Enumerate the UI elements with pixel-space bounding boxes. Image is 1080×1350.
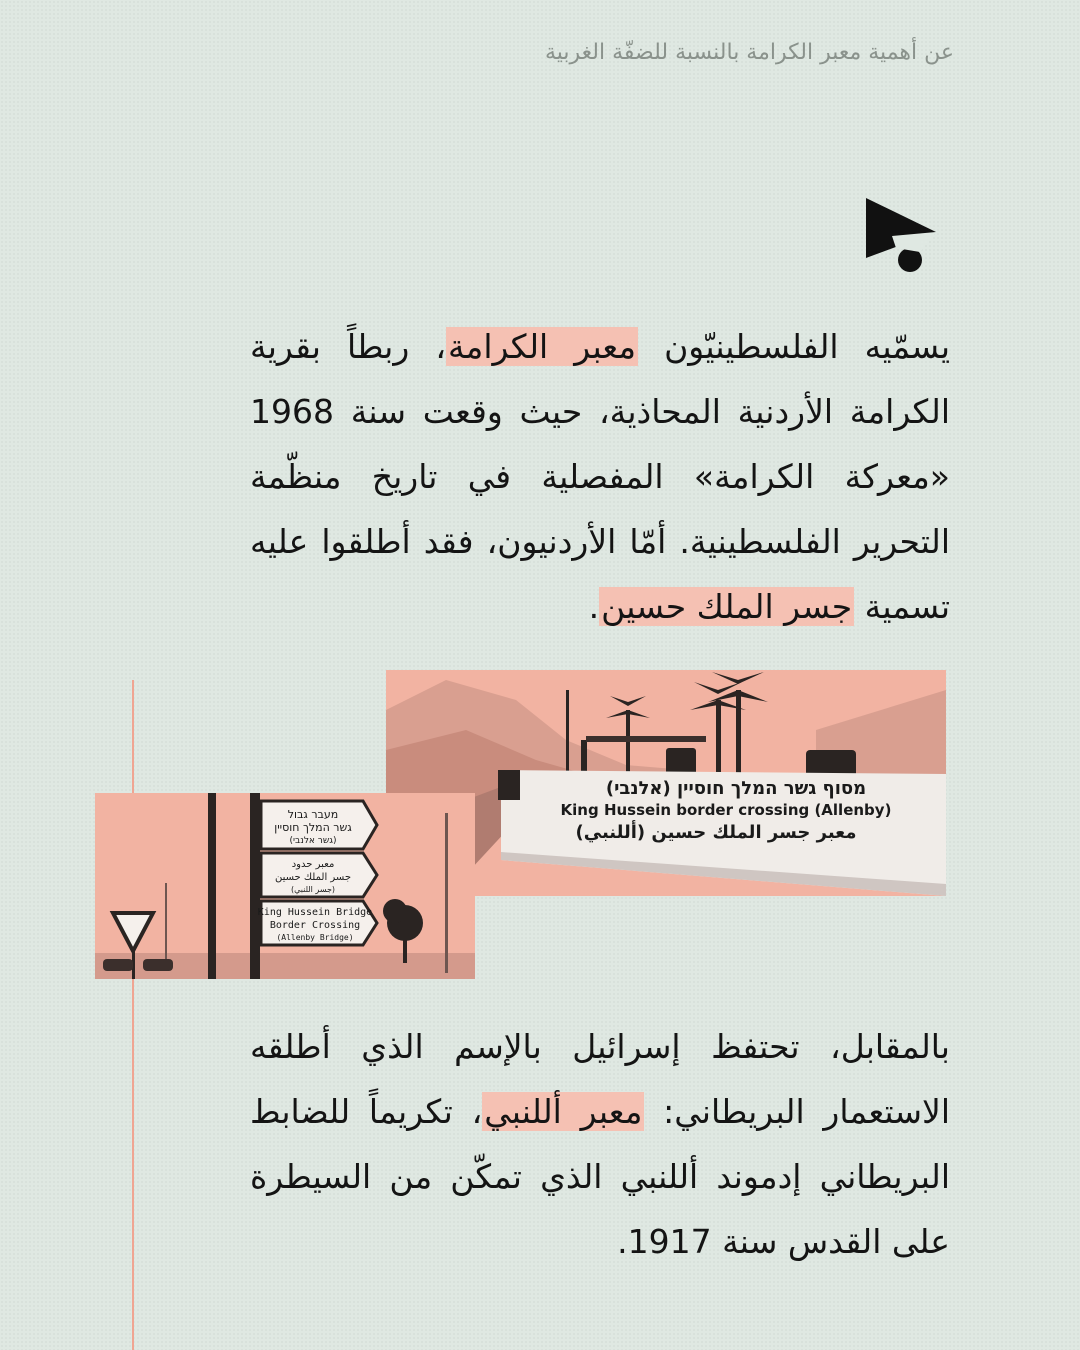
sign-hebrew: מסוף גשר המלך חוסיין (אלנבי) — [605, 778, 867, 799]
page-header: عن أهمية معبر الكرامة بالنسبة للضفّة الغربية — [544, 40, 954, 65]
paragraph-text: . — [588, 587, 600, 626]
paragraph-allenby — [250, 1014, 950, 1274]
sign1-line1: מעבר גבול — [287, 808, 339, 821]
sign1-line3: (גשר אלנבי) — [289, 836, 337, 846]
sign2-line3: (جسر اللنبي) — [290, 885, 336, 894]
sign3-line1: King Hussein Bridge — [257, 907, 373, 918]
sign2-line1: معبر حدود — [291, 859, 335, 870]
highlight-karameh-crossing: معبر الكرامة — [447, 327, 637, 366]
paragraph-text: بالمقابل، تحتفظ إسرائيل بالإسم الذي أطلقه الاستعمار البريطاني: — [250, 1027, 950, 1131]
sign3-line2: Border Crossing — [269, 920, 361, 931]
sign3-line3: (Allenby Bridge) — [276, 933, 354, 942]
paragraph-text: ، ربطاً بقرية الكرامة الأردنية المحاذية، حيث وقعت سنة 1968 «معركة الكرامة» المفصلية في تاريخ منظّمة التحرير الفلسطينية. أمّا الأردنيون، فقد أطلقوا عليه تسمية — [250, 327, 950, 626]
sign2-line2: جسر الملك حسين — [274, 872, 352, 883]
paragraph-text: ، تكريماً للضابط البريطاني إدموند أللنبي الذي تمكّن من السيطرة على القدس سنة 1917. — [250, 1092, 950, 1261]
paragraph-karameh — [250, 314, 950, 639]
sign1-line2: גשר המלך חוסיין — [274, 821, 352, 834]
photo-road-signs — [95, 793, 475, 979]
flag-dot-logo-icon — [862, 196, 940, 276]
sign-english: King Hussein border crossing (Allenby) — [560, 801, 892, 819]
highlight-allenby-crossing: معبر أللنبي — [484, 1092, 643, 1131]
sign-arabic: معبر جسر الملك حسين (أللنبي) — [575, 822, 857, 843]
paragraph-text: يسمّيه الفلسطينيّون — [638, 327, 950, 366]
highlight-king-hussein-bridge: جسر الملك حسين — [601, 587, 853, 626]
accent-vertical-line — [132, 680, 134, 1350]
